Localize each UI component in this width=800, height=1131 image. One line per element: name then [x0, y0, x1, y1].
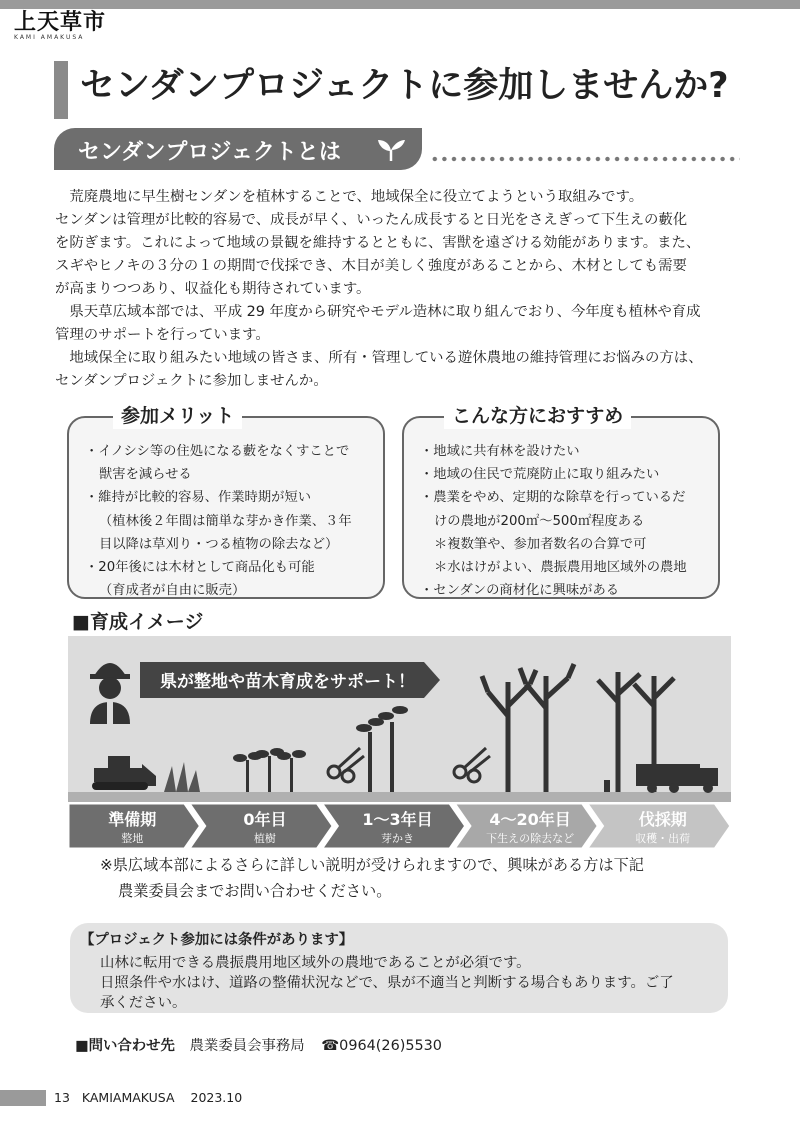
- intro-line: 荒廃農地に早生樹センダンを植林することで、地域保全に役立てようという取組みです。: [69, 189, 644, 205]
- info-note-line1: ※県広域本部によるさらに詳しい説明が受けられますので、興味がある方は下記: [100, 856, 644, 874]
- recommend-list: [420, 440, 687, 602]
- recommend-item: ・センダンの商材化に興味がある: [420, 583, 620, 599]
- conditions-title: 【プロジェクト参加には条件があります】: [80, 932, 354, 948]
- growth-illustration: [68, 636, 731, 802]
- stage-sub: 植樹: [253, 832, 276, 845]
- section-subtitle: センダンプロジェクトとは: [78, 140, 341, 165]
- merit-item: （育成者が自由に販売）: [99, 583, 246, 599]
- dotted-divider: [430, 156, 740, 162]
- stage-sub: 整地: [121, 832, 144, 845]
- stage-name: 1～3年目: [362, 810, 433, 829]
- contact-phone[interactable]: ☎0964(26)5530: [321, 1038, 442, 1054]
- top-bar: [0, 0, 800, 9]
- issue-date: 2023.10: [190, 1090, 243, 1105]
- intro-line: が高まりつつあり、収益化も期待されています。: [55, 281, 371, 297]
- intro-line: センダンプロジェクトに参加しませんか。: [55, 373, 328, 389]
- contact-info: [75, 1034, 442, 1055]
- sprout-icon: [376, 138, 406, 162]
- recommend-item: ・地域に共有林を設けたい: [420, 444, 580, 459]
- seedling-icon: [233, 748, 306, 792]
- logo-text: 上天草市: [14, 10, 107, 35]
- growth-heading: ■育成イメージ: [72, 611, 204, 633]
- footer-bar: [0, 1090, 46, 1106]
- magazine-name: KAMIAMAKUSA: [81, 1090, 175, 1105]
- footer: [54, 1090, 242, 1105]
- merit-item: ・維持が比較的容易、作業時期が短い: [85, 490, 312, 506]
- recommend-item: ・農業をやめ、定期的な除草を行っているだ: [420, 490, 686, 506]
- intro-line: を防ぎます。これによって地域の景観を維持するとともに、害獣を遠ざける効能があります。また、: [55, 235, 701, 251]
- scissors-icon-2: [454, 748, 490, 782]
- logo-subtext: KAMI AMAKUSA: [14, 34, 85, 41]
- scissors-icon: [328, 748, 364, 782]
- recommend-title: こんな方におすすめ: [444, 403, 631, 429]
- bulldozer-icon: [92, 756, 156, 790]
- merit-box: [67, 405, 385, 599]
- intro-text: [55, 186, 755, 393]
- stage-name: 0年目: [243, 810, 287, 829]
- info-note-line2: 農業委員会までお問い合わせください。: [118, 882, 392, 900]
- merit-item: ・イノシシ等の住処になる藪をなくすことで: [85, 444, 350, 459]
- recommend-item: ＊水はけがよい、農振農用地区域外の農地: [434, 560, 687, 576]
- intro-line: 管理のサポートを行っています。: [55, 327, 270, 343]
- conditions-line3: 承ください。: [100, 995, 187, 1011]
- conditions-box: [70, 923, 728, 1013]
- contact-label: ■問い合わせ先: [75, 1038, 175, 1054]
- merit-item: 獣害を減らせる: [99, 467, 192, 483]
- section-subtitle-pill: [54, 128, 422, 170]
- intro-line: 県天草広域本部では、平成 29 年度から研究やモデル造林に取り組んでおり、今年度も植林や育成: [69, 304, 701, 320]
- stage-sub: 収穫・出荷: [635, 832, 691, 845]
- contact-office: 農業委員会事務局: [189, 1038, 305, 1054]
- merit-item: ・20年後には木材として商品化も可能: [85, 560, 315, 576]
- truck-icon: [636, 764, 718, 793]
- merit-list: [85, 440, 352, 602]
- merit-title: 参加メリット: [113, 403, 242, 429]
- recommend-box: [402, 405, 720, 599]
- stage-name: 準備期: [108, 810, 157, 829]
- support-banner-text: 県が整地や苗木育成をサポート！: [160, 672, 415, 692]
- page-title: センダンプロジェクトに参加しませんか?: [80, 66, 729, 106]
- city-logo: [14, 12, 124, 42]
- growth-stages: [68, 803, 731, 849]
- page-number: 13: [54, 1090, 70, 1105]
- stage-name: 4～20年目: [489, 810, 571, 829]
- stage-name: 伐採期: [638, 810, 687, 829]
- conditions-line2: 日照条件や水はけ、道路の整備状況などで、県が不適当と判断する場合もあります。ご了: [100, 975, 674, 991]
- intro-line: スギやヒノキの３分の１の期間で伐採でき、木目が美しく強度があることから、木材としても需要: [55, 258, 687, 274]
- recommend-item: ＊複数筆や、参加者数名の合算で可: [434, 536, 647, 552]
- info-note: [100, 852, 644, 904]
- stage-sub: 芽かき: [381, 832, 414, 845]
- title-accent-bar: [54, 61, 68, 119]
- merit-item: （植林後２年間は簡単な芽かき作業、３年: [99, 513, 352, 529]
- intro-line: センダンは管理が比較的容易で、成長が早く、いったん成長すると日光をさえぎって下生えの藪化: [55, 212, 688, 228]
- intro-line: 地域保全に取り組みたい地域の皆さま、所有・管理している遊休農地の維持管理にお悩みの方は、: [69, 350, 703, 366]
- worker-icon: [90, 663, 130, 724]
- stage-sub: 下生えの除去など: [486, 832, 575, 845]
- recommend-item: けの農地が200㎡～500㎡程度ある: [434, 513, 645, 529]
- conditions-line1: 山林に転用できる農振農用地区域外の農地であることが必須です。: [100, 955, 531, 971]
- merit-item: 目以降は草刈り・つる植物の除去など）: [99, 536, 339, 552]
- recommend-item: ・地域の住民で荒廃防止に取り組みたい: [420, 467, 660, 483]
